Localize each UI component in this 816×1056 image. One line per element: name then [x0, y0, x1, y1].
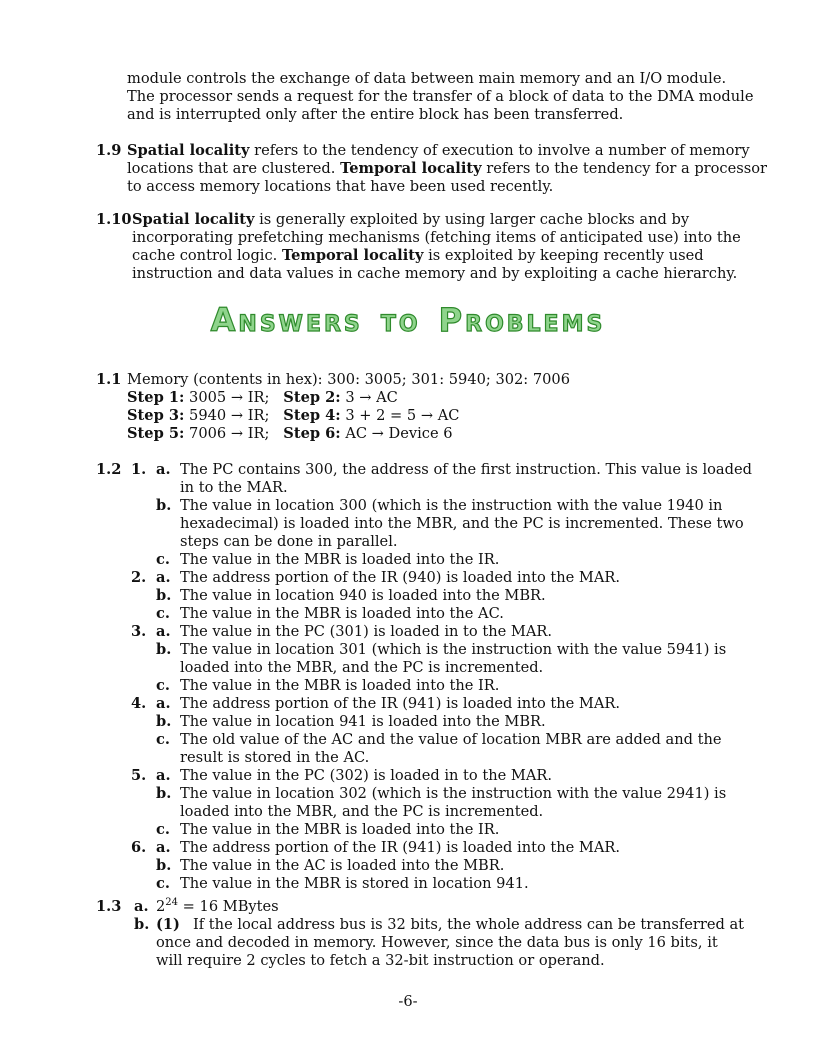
sub-step-line: The value in the MBR is loaded into the IR.: [180, 677, 500, 694]
part-letter: a.: [134, 898, 149, 915]
sub-step-letter: c.: [156, 551, 170, 568]
sub-step-letter: b.: [156, 785, 172, 802]
sub-step-line: in to the MAR.: [180, 479, 288, 496]
sub-step-line: loaded into the MBR, and the PC is incremented.: [180, 659, 544, 676]
part-letter: b.: [134, 916, 150, 933]
intro-line: and is interrupted only after the entire block has been transferred.: [127, 106, 624, 123]
answer-line: locations that are clustered. Temporal locality refers to the tendency for a processor: [127, 160, 767, 177]
sub-step-line: The value in the MBR is loaded into the IR.: [180, 821, 500, 838]
answer-line: instruction and data values in cache memory and by exploiting a cache hierarchy.: [132, 265, 738, 282]
sub-step-letter: b.: [156, 641, 172, 658]
sub-step-line: loaded into the MBR, and the PC is incremented.: [180, 803, 544, 820]
term-spatial-locality: Spatial locality: [132, 211, 255, 228]
sub-step-line: The value in the MBR is stored in location 941.: [180, 875, 529, 892]
answer-number: 1.9: [96, 142, 122, 159]
sub-step-line: The value in the MBR is loaded into the IR.: [180, 551, 500, 568]
sub-step-letter: a.: [156, 623, 171, 640]
sub-step-letter: a.: [156, 839, 171, 856]
sub-step-line: The value in location 302 (which is the instruction with the value 2941) is: [180, 785, 727, 802]
sub-part: (1): [156, 916, 180, 933]
sub-step-line: The value in the PC (302) is loaded in to the MAR.: [180, 767, 552, 784]
sub-step-line: The value in location 940 is loaded into the MBR.: [180, 587, 546, 604]
sub-step-letter: a.: [156, 695, 171, 712]
sub-step-line: The PC contains 300, the address of the first instruction. This value is loaded: [180, 461, 752, 478]
sub-step-line: The value in the PC (301) is loaded in to the MAR.: [180, 623, 552, 640]
sub-step-letter: b.: [156, 587, 172, 604]
sub-step-line: The value in location 941 is loaded into the MBR.: [180, 713, 546, 730]
sub-step-line: steps can be done in parallel.: [180, 533, 398, 550]
step-number: 1.: [131, 461, 147, 478]
step-number: 4.: [131, 695, 147, 712]
problem-line: once and decoded in memory. However, since the data bus is only 16 bits, it: [156, 934, 718, 951]
sub-step-letter: c.: [156, 821, 170, 838]
answer-line: Spatial locality is generally exploited by using larger cache blocks and by: [132, 211, 690, 228]
term-temporal-locality: Temporal locality: [281, 247, 424, 264]
sub-step-letter: b.: [156, 713, 172, 730]
term-temporal-locality: Temporal locality: [340, 160, 482, 177]
sub-step-line: result is stored in the AC.: [180, 749, 370, 766]
step-row: Step 1: 3005 → IR; Step 2: 3 → AC: [127, 389, 398, 406]
term-spatial-locality: Spatial locality: [127, 142, 250, 159]
problem-number: 1.1: [96, 371, 122, 388]
sub-step-letter: c.: [156, 677, 170, 694]
step-number: 2.: [131, 569, 147, 586]
problem-number: 1.3: [96, 898, 122, 915]
answer-line: to access memory locations that have been used recently.: [127, 178, 554, 195]
sub-step-line: The address portion of the IR (941) is loaded into the MAR.: [180, 839, 621, 856]
step-number: 6.: [131, 839, 147, 856]
answer-line: cache control logic. Temporal locality is exploited by keeping recently used: [132, 247, 704, 264]
answer-line: Spatial locality refers to the tendency of execution to involve a number of memory: [127, 142, 750, 159]
sub-step-letter: c.: [156, 605, 170, 622]
problem-line: will require 2 cycles to fetch a 32-bit instruction or operand.: [156, 952, 605, 969]
sub-step-letter: b.: [156, 497, 172, 514]
sub-step-line: hexadecimal) is loaded into the MBR, and the PC is incremented. These two: [180, 515, 744, 532]
sub-step-letter: a.: [156, 767, 171, 784]
sub-step-letter: a.: [156, 461, 171, 478]
sub-step-letter: a.: [156, 569, 171, 586]
sub-step-letter: c.: [156, 731, 170, 748]
sub-step-line: The old value of the AC and the value of location MBR are added and the: [180, 731, 722, 748]
section-title: ANSWERS TO PROBLEMS: [210, 301, 606, 339]
problem-line: If the local address bus is 32 bits, the whole address can be transferred at: [193, 916, 745, 933]
step-row: Step 5: 7006 → IR; Step 6: AC → Device 6: [127, 425, 453, 442]
intro-line: module controls the exchange of data between main memory and an I/O module.: [127, 70, 727, 87]
sub-step-line: The value in location 300 (which is the instruction with the value 1940 in: [180, 497, 723, 514]
problem-line: $2^{24} = 16$ MBytes: [156, 897, 279, 915]
step-number: 3.: [131, 623, 147, 640]
sub-step-line: The address portion of the IR (941) is loaded into the MAR.: [180, 695, 621, 712]
intro-line: The processor sends a request for the transfer of a block of data to the DMA module: [127, 88, 754, 105]
page-number: -6-: [398, 993, 418, 1010]
sub-step-letter: c.: [156, 875, 170, 892]
step-number: 5.: [131, 767, 147, 784]
answer-number: 1.10: [96, 211, 132, 228]
problem-number: 1.2: [96, 461, 122, 478]
step-row: Step 3: 5940 → IR; Step 4: 3 + 2 = 5 → AC: [127, 407, 460, 424]
problem-line: Memory (contents in hex): 300: 3005; 301: 5940; 302: 7006: [127, 371, 570, 388]
sub-step-line: The value in location 301 (which is the instruction with the value 5941) is: [180, 641, 727, 658]
sub-step-letter: b.: [156, 857, 172, 874]
sub-step-line: The value in the AC is loaded into the MBR.: [180, 857, 505, 874]
sub-step-line: The address portion of the IR (940) is loaded into the MAR.: [180, 569, 621, 586]
sub-step-line: The value in the MBR is loaded into the AC.: [180, 605, 504, 622]
answer-line: incorporating prefetching mechanisms (fetching items of anticipated use) into the: [132, 229, 741, 246]
